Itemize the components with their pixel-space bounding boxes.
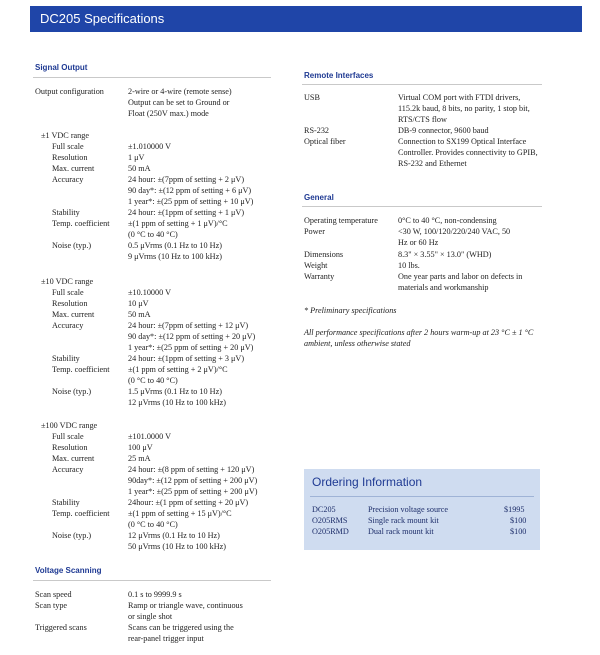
warranty-label: Warranty [304, 272, 335, 281]
spec-label: Accuracy [52, 321, 84, 330]
usb-value: Virtual COM port with FTDI drivers, 115.2k baud, 8 bits, no parity, 1 stop bit, RTS/CTS flow [398, 93, 530, 124]
range-title: ±1 VDC range [41, 131, 90, 140]
operating-temp-label: Operating temperature [304, 216, 378, 225]
spec-label: Max. current [52, 310, 95, 319]
rs232-label: RS-232 [304, 126, 330, 135]
preliminary-note: * Preliminary specifications [304, 306, 397, 315]
spec-label: Accuracy [52, 175, 84, 184]
order-price: $100 [510, 527, 527, 536]
spec-label: Resolution [52, 443, 88, 452]
optical-fiber-value: Connection to SX199 Optical Interface Controller. Provides connectivity to GPIB, RS-232 and Ethernet [398, 137, 538, 168]
ordering-title: Ordering Information [312, 475, 423, 489]
performance-note: All performance specifications after 2 hours warm-up at 23 °C ± 1 °C ambient, unless otherwise stated [304, 328, 534, 348]
spec-label: Stability [52, 208, 80, 217]
optical-fiber-label: Optical fiber [304, 137, 346, 146]
order-model: O205RMD [312, 527, 349, 536]
spec-value: 1 μV [128, 153, 145, 162]
signal-output-heading: Signal Output [35, 63, 88, 72]
spec-value: ±(1 ppm of setting + 2 μV)/°C [128, 365, 228, 374]
spec-value: 50 mA [128, 164, 151, 173]
weight-label: Weight [304, 261, 328, 270]
spec-value: (0 °C to 40 °C) [128, 520, 178, 529]
spec-value: ±101.0000 V [128, 432, 172, 441]
spec-value: 90 day*: ±(12 ppm of setting + 6 μV) [128, 186, 252, 195]
spec-value: 12 μVrms (0.1 Hz to 10 Hz) [128, 531, 220, 540]
order-desc: Single rack mount kit [368, 516, 439, 525]
ordering-info-box [304, 469, 540, 550]
order-model: DC205 [312, 505, 336, 514]
ordering-rule [310, 496, 534, 497]
weight-value: 10 lbs. [398, 261, 420, 270]
remote-interfaces-rule [302, 84, 542, 85]
spec-value: 1 year*: ±(25 ppm of setting + 200 μV) [128, 487, 258, 496]
warranty-value: One year parts and labor on defects in materials and workmanship [398, 272, 523, 292]
spec-label: Resolution [52, 153, 88, 162]
spec-value: 9 μVrms (10 Hz to 100 kHz) [128, 252, 222, 261]
spec-value: 90day*: ±(12 ppm of setting + 200 μV) [128, 476, 258, 485]
remote-interfaces-heading: Remote Interfaces [304, 71, 374, 80]
output-config-label: Output configuration [35, 87, 104, 96]
spec-value: 1.5 μVrms (0.1 Hz to 10 Hz) [128, 387, 222, 396]
title-bar [30, 6, 582, 32]
output-config-line: Output can be set to Ground or [128, 98, 230, 107]
spec-label: Temp. coefficient [52, 509, 110, 518]
triggered-scans-value: rear-panel trigger input [128, 634, 204, 643]
order-model: O205RMS [312, 516, 348, 525]
spec-label: Stability [52, 354, 80, 363]
spec-label: Noise (typ.) [52, 241, 92, 250]
spec-value: 100 μV [128, 443, 153, 452]
spec-value: ±(1 ppm of setting + 1 μV)/°C [128, 219, 228, 228]
output-config-line: Float (250V max.) mode [128, 109, 209, 118]
spec-label: Max. current [52, 164, 95, 173]
order-price: $100 [510, 516, 527, 525]
spec-value: 90 day*: ±(12 ppm of setting + 20 μV) [128, 332, 256, 341]
spec-label: Noise (typ.) [52, 387, 92, 396]
range-title: ±100 VDC range [41, 421, 98, 430]
spec-value: 24 hour: ±(8 ppm of setting + 120 μV) [128, 465, 255, 474]
rs232-value: DB-9 connector, 9600 baud [398, 126, 489, 135]
output-config-line: 2-wire or 4-wire (remote sense) [128, 87, 232, 96]
spec-label: Noise (typ.) [52, 531, 92, 540]
dimensions-label: Dimensions [304, 250, 344, 259]
spec-value: 24 hour: ±(7ppm of setting + 12 μV) [128, 321, 249, 330]
spec-label: Temp. coefficient [52, 219, 110, 228]
general-heading: General [304, 193, 334, 202]
triggered-scans-value: Scans can be triggered using the [128, 623, 234, 632]
operating-temp-value: 0°C to 40 °C, non-condensing [398, 216, 497, 225]
spec-label: Max. current [52, 454, 95, 463]
spec-value: ±10.10000 V [128, 288, 172, 297]
spec-label: Full scale [52, 432, 84, 441]
voltage-scanning-heading: Voltage Scanning [35, 566, 102, 575]
power-value: <30 W, 100/120/220/240 VAC, 50 Hz or 60 Hz [398, 227, 511, 247]
spec-value: 25 mA [128, 454, 151, 463]
scan-speed-label: Scan speed [35, 590, 72, 599]
spec-value: 50 μVrms (10 Hz to 100 kHz) [128, 542, 227, 551]
spec-value: 24hour: ±(1 ppm of setting + 20 μV) [128, 498, 249, 507]
spec-value: 0.5 μVrms (0.1 Hz to 10 Hz) [128, 241, 222, 250]
order-desc: Dual rack mount kit [368, 527, 434, 536]
spec-value: 50 mA [128, 310, 151, 319]
spec-value: (0 °C to 40 °C) [128, 230, 178, 239]
spec-value: 1 year*: ±(25 ppm of setting + 10 μV) [128, 197, 254, 206]
spec-label: Full scale [52, 142, 84, 151]
range-title: ±10 VDC range [41, 277, 94, 286]
scan-type-value: Ramp or triangle wave, continuous [128, 601, 243, 610]
spec-value: 24 hour: ±(1ppm of setting + 1 μV) [128, 208, 245, 217]
power-label: Power [304, 227, 325, 236]
order-price: $1995 [504, 505, 525, 514]
spec-value: 1 year*: ±(25 ppm of setting + 20 μV) [128, 343, 254, 352]
scan-speed-value: 0.1 s to 9999.9 s [128, 590, 182, 599]
triggered-scans-label: Triggered scans [35, 623, 87, 632]
scan-type-label: Scan type [35, 601, 68, 610]
spec-label: Accuracy [52, 465, 84, 474]
spec-label: Stability [52, 498, 80, 507]
signal-output-rule [33, 77, 271, 78]
order-desc: Precision voltage source [368, 505, 449, 514]
general-rule [302, 206, 542, 207]
scan-type-value: or single shot [128, 612, 173, 621]
dimensions-value: 8.3" × 3.55" × 13.0" (WHD) [398, 250, 492, 259]
spec-value: ±(1 ppm of setting + 15 μV)/°C [128, 509, 232, 518]
spec-value: 12 μVrms (10 Hz to 100 kHz) [128, 398, 227, 407]
usb-label: USB [304, 93, 320, 102]
spec-value: 24 hour: ±(7ppm of setting + 2 μV) [128, 175, 245, 184]
voltage-scanning-rule [33, 580, 271, 581]
spec-value: 10 μV [128, 299, 149, 308]
spec-value: (0 °C to 40 °C) [128, 376, 178, 385]
spec-label: Full scale [52, 288, 84, 297]
spec-label: Temp. coefficient [52, 365, 110, 374]
spec-value: 24 hour: ±(1ppm of setting + 3 μV) [128, 354, 245, 363]
spec-label: Resolution [52, 299, 88, 308]
spec-value: ±1.010000 V [128, 142, 172, 151]
page-title: DC205 Specifications [40, 11, 165, 26]
